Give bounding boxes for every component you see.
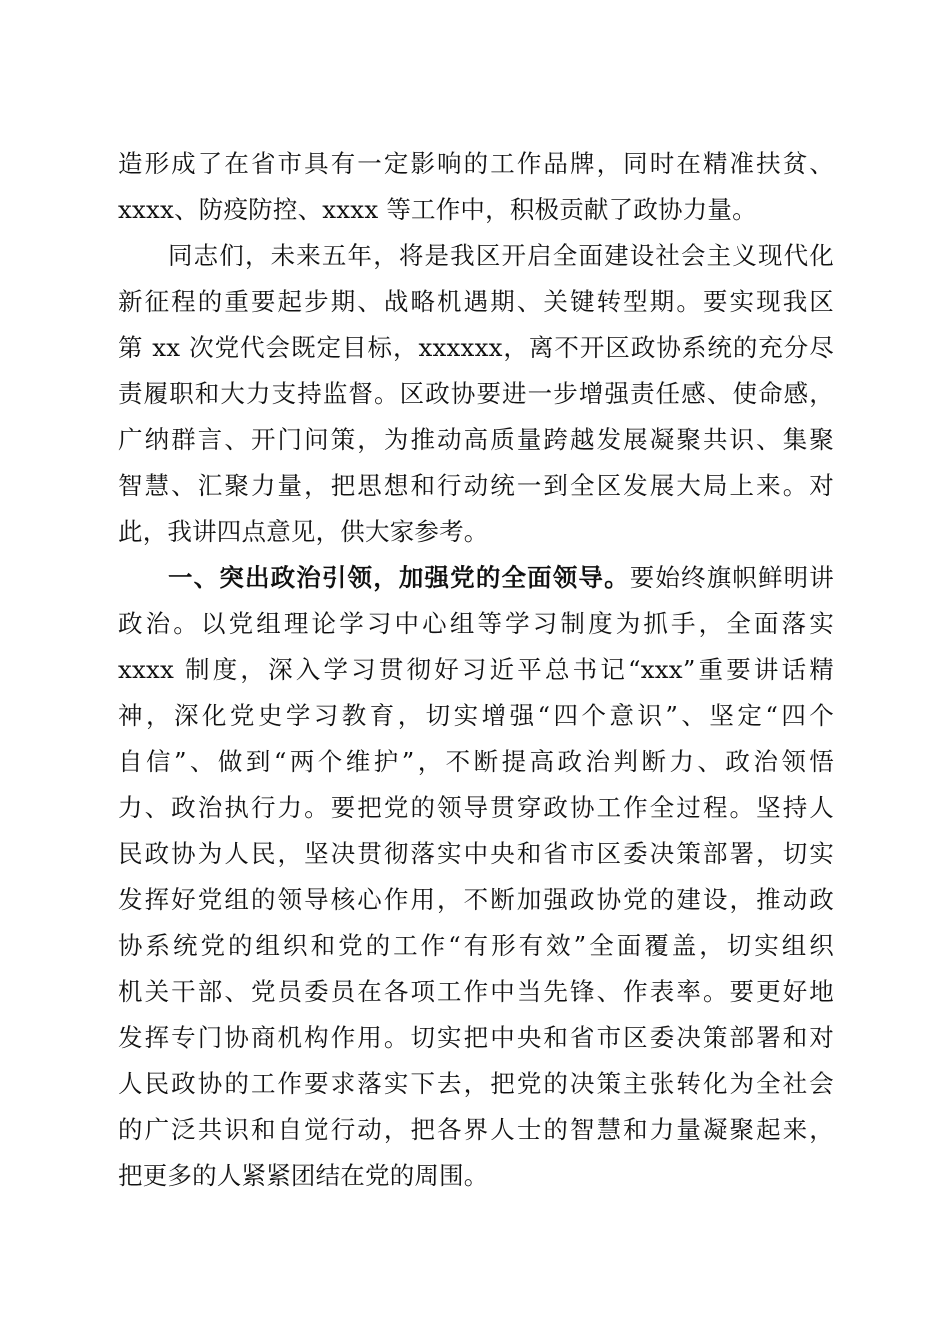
text-line: 人民政协的工作要求落实下去，把党的决策主张转化为全社会 — [118, 1069, 834, 1098]
section-heading: 一、突出政治引领，加强党的全面领导。 — [168, 563, 630, 592]
paragraph-1 — [118, 141, 834, 233]
text-line: 智慧、汇聚力量，把思想和行动统一到全区发展大局上来。对 — [118, 471, 834, 500]
text-line: 发挥专门协商机构作用。切实把中央和省市区委决策部署和对 — [118, 1023, 834, 1052]
paragraph-2 — [118, 233, 834, 555]
text-line: 力、政治执行力。要把党的领导贯穿政协工作全过程。坚持人 — [118, 793, 834, 822]
text-line: 民政协为人民，坚决贯彻落实中央和省市区委决策部署，切实 — [118, 839, 834, 868]
text-line: xxxx、防疫防控、xxxx 等工作中，积极贡献了政协力量。 — [118, 195, 757, 224]
text-line: 政治。以党组理论学习中心组等学习制度为抓手，全面落实 — [118, 609, 834, 638]
text-line: 造形成了在省市具有一定影响的工作品牌，同时在精准扶贫、 — [118, 149, 834, 178]
text-line: 机关干部、党员委员在各项工作中当先锋、作表率。要更好地 — [118, 977, 834, 1006]
text-line: 的广泛共识和自觉行动，把各界人士的智慧和力量凝聚起来， — [118, 1115, 834, 1144]
text-line: 新征程的重要起步期、战略机遇期、关键转型期。要实现我区 — [118, 287, 834, 316]
paragraph-3 — [118, 555, 834, 1199]
text-line: 责履职和大力支持监督。区政协要进一步增强责任感、使命感， — [118, 379, 834, 408]
text-line: 自信”、做到“两个维护”，不断提高政治判断力、政治领悟 — [118, 747, 834, 776]
text-line-with-heading — [118, 555, 834, 601]
text-line: 发挥好党组的领导核心作用，不断加强政协党的建设，推动政 — [118, 885, 834, 914]
text-line: 神，深化党史学习教育，切实增强“四个意识”、坚定“四个 — [118, 701, 834, 730]
text-line: 广纳群言、开门问策，为推动高质量跨越发展凝聚共识、集聚 — [118, 425, 834, 454]
text-line: 把更多的人紧紧团结在党的周围。 — [118, 1161, 489, 1190]
text-line: 协系统党的组织和党的工作“有形有效”全面覆盖，切实组织 — [118, 931, 834, 960]
text-line: 同志们，未来五年，将是我区开启全面建设社会主义现代化 — [168, 241, 834, 270]
text-line: 此，我讲四点意见，供大家参考。 — [118, 517, 489, 546]
document-body — [118, 141, 834, 1199]
text-run: 要始终旗帜鲜明讲 — [629, 563, 834, 592]
text-line: 第 xx 次党代会既定目标，xxxxxx，离不开区政协系统的充分尽 — [118, 333, 834, 362]
text-line: xxxx 制度，深入学习贯彻好习近平总书记“xxx”重要讲话精 — [118, 655, 834, 684]
